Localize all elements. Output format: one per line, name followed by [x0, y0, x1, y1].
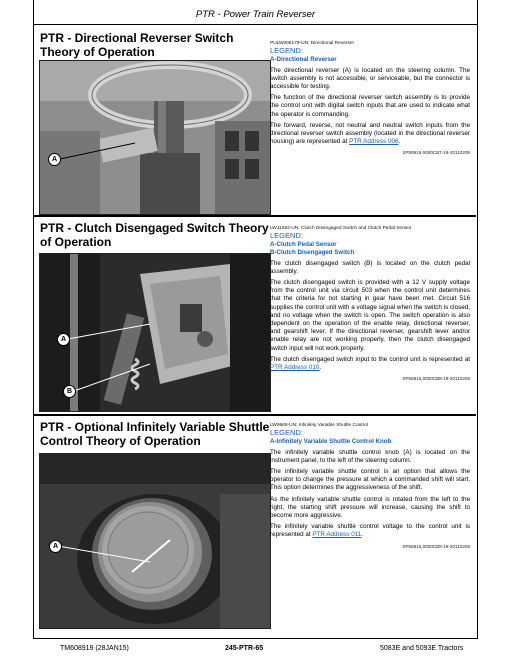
figure-caption: PULW006179-UN: Directional Reverser	[270, 41, 355, 46]
paragraph-end: .	[319, 363, 322, 371]
callout-a: A	[48, 153, 61, 166]
section-clutch-disengaged	[33, 217, 476, 416]
section-title: PTR - Clutch Disengaged Switch Theory of Operation	[40, 221, 269, 249]
paragraph-text: The clutch disengaged switch input to the control unit is represented at	[270, 355, 470, 363]
footer-model: 5083E and 5093E Tractors	[380, 645, 464, 652]
photo-shuttle-knob	[39, 453, 271, 629]
footer-rule	[33, 638, 478, 639]
callout-a: A	[49, 540, 62, 553]
paragraph-end: .	[398, 138, 401, 146]
reference-id: SP55916,0000CB8-19-20110208	[402, 376, 470, 382]
photo-directional-reverser	[39, 60, 271, 215]
legend-title: LEGEND:	[270, 46, 303, 55]
legend-item: A-Directional Reverser	[270, 55, 337, 63]
paragraph-end: .	[361, 531, 363, 539]
section-title: PTR - Directional Reverser Switch Theory of Operation	[40, 31, 234, 59]
paragraph: The infinitely variable shuttle control is an option that allows the operator to change the pressure at which a commanded shift will start. This option determines the aggressiveness of the shift.	[270, 467, 470, 492]
footer-page-number: 245-PTR-65	[225, 645, 264, 652]
shuttle-knob-illustration	[40, 454, 270, 628]
text-column	[270, 226, 470, 382]
paragraph	[270, 523, 470, 539]
paragraph-text: The forward, reverse, not neutral and neutral switch inputs from the directional reverser switch assembly (located in the directional reverser housing) are represented at	[270, 121, 470, 146]
page-header: PTR - Power Train Reverser	[195, 9, 316, 20]
text-column	[270, 41, 470, 156]
callout-b: B	[63, 385, 76, 398]
ptr-address-link[interactable]: PTR Address 006	[349, 138, 399, 146]
section-directional-reverser	[33, 27, 476, 217]
ptr-address-link[interactable]: PTR Address 011	[312, 531, 362, 539]
callout-a: A	[57, 333, 70, 346]
paragraph: The infinitely variable shuttle control knob (A) is located on the instrument panel, to the left of the steering column.	[270, 448, 470, 464]
footer-manual-id: TM608919 (28JAN15)	[60, 645, 129, 652]
paragraph: As the infinitely variable shuttle control is rotated from the left to the right, the starting shift pressure will increase, causing the shift to become more aggressive.	[270, 495, 470, 519]
header-rule	[33, 24, 478, 25]
paragraph: The directional reverser (A) is located on the steering column. The switch assembly is not accessible, or serviceable, but the connector is accessible for testing.	[270, 66, 470, 90]
paragraph: The function of the directional reverser switch assembly is to provide the control unit with digital switch inputs that are used to indicate what the operator is commanding.	[270, 94, 470, 118]
legend-item: A-Infinitely Variable Shuttle Control Knob	[270, 437, 392, 445]
text-column	[270, 423, 470, 550]
legend-title: LEGEND:	[270, 231, 303, 240]
reference-id: SP55916,0000CB7-19-20110208	[402, 150, 470, 156]
paragraph	[270, 356, 470, 372]
paragraph: The clutch disengaged switch (B) is located on the clutch pedal assembly.	[270, 259, 470, 275]
ptr-address-link[interactable]: PTR Address 010	[270, 363, 320, 371]
figure-caption: LW9565-UN: Infinitely Variable Shuttle Control	[270, 423, 368, 428]
paragraph: The clutch disengaged switch is provided with a 12 V supply voltage from the control unit via circuit 503 when the control unit determines that the criteria for not starting in gear have been met. Circuit 516 supplies the control unit with a voltage signal when the switch is closed, and no voltage when the switch is open. The switch operation is also dependent on the operation of the enable relay, directional reverser, and gearshift lever. If the directional reverser, gearshift lever and/or enable relay are not working properly, then the clutch disengaged switch input will not work properly.	[270, 278, 470, 352]
reference-id: SP55916,0000CB9-19-20110208	[402, 543, 470, 549]
legend-item: A-Clutch Pedal Sensor	[270, 240, 337, 248]
section-title: PTR - Optional Infinitely Variable Shuttle Control Theory of Operation	[40, 420, 270, 448]
figure-caption: LW11682-UN: Clutch Disengaged Switch and Clutch Pedal Sensor	[270, 226, 412, 231]
photo-clutch-switch	[39, 253, 271, 412]
steering-column-illustration	[40, 61, 270, 214]
section-shuttle-control	[33, 416, 476, 638]
legend-title: LEGEND:	[270, 428, 303, 437]
legend-item: B-Clutch Disengaged Switch	[270, 248, 355, 256]
paragraph-text: The infinitely variable shuttle control voltage to the control unit is represented at	[270, 523, 470, 539]
paragraph	[270, 122, 470, 147]
